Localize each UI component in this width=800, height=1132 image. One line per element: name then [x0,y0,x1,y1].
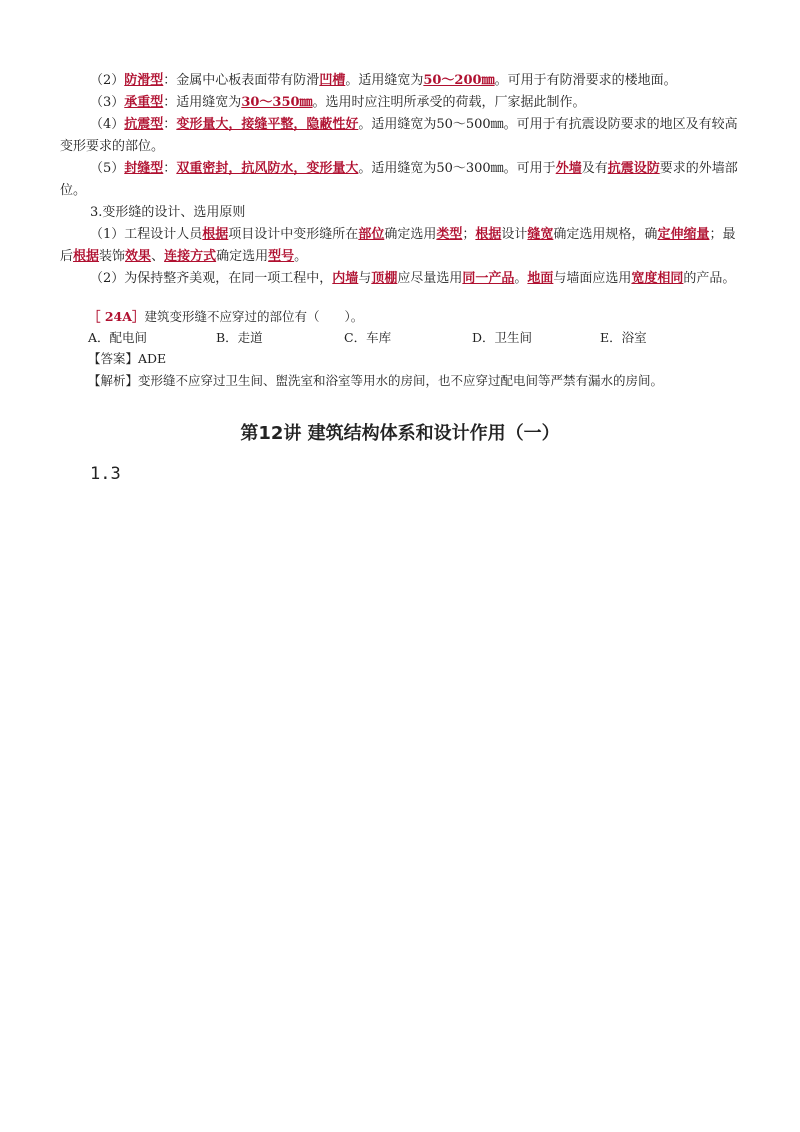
principle-2: （2）为保持整齐美观，在同一项工程中，内墙与顶棚应尽量选用同一产品。地面与墙面应选用宽度相同的产品。 [90,271,736,286]
analysis: 【解析】变形缝不应穿过卫生间、盥洗室和浴室等用水的房间，也不应穿过配电间等严禁有漏水的房间。 [88,373,664,388]
question-options [60,328,740,348]
question-tag: ［ 24A］ [88,309,145,324]
option-b: B．走道 [216,330,263,345]
section-number: 1.3 [90,464,121,484]
option-d: D．卫生间 [472,330,533,345]
option-c: C．车库 [344,330,392,345]
item-seismic: （4）抗震型：变形量大，接缝平整，隐蔽性好。适用缝宽为50～500㎜。可用于有抗震设防要求的地区及有较高变形要求的部位。 [60,117,738,154]
section-heading: 3.变形缝的设计、选用原则 [90,205,246,220]
option-a: A．配电间 [88,330,148,345]
question-stem: ［ 24A］建筑变形缝不应穿过的部位有（ ）。 [88,309,364,324]
lecture-title: 第12讲 建筑结构体系和设计作用（一） [240,423,560,444]
item-load-bearing: （3）承重型：适用缝宽为30～350㎜。选用时应注明所承受的荷载，厂家据此制作。 [90,95,586,110]
option-e: E．浴室 [600,330,647,345]
item-anti-slip: （2）防滑型：金属中心板表面带有防滑凹槽。适用缝宽为50～200㎜。可用于有防滑要求的楼地面。 [90,73,677,88]
principle-1: （1）工程设计人员根据项目设计中变形缝所在部位确定选用类型；根据设计缝宽确定选用规格，确定伸缩量；最后根据装饰效果、连接方式确定选用型号。 [60,227,736,264]
answer: 【答案】ADE [88,351,167,366]
exam-question [60,306,740,392]
item-sealing: （5）封缝型：双重密封，抗风防水，变形量大。适用缝宽为50～300㎜。可用于外墙及有抗震设防要求的外墙部位。 [60,161,738,198]
document-page [60,70,740,484]
